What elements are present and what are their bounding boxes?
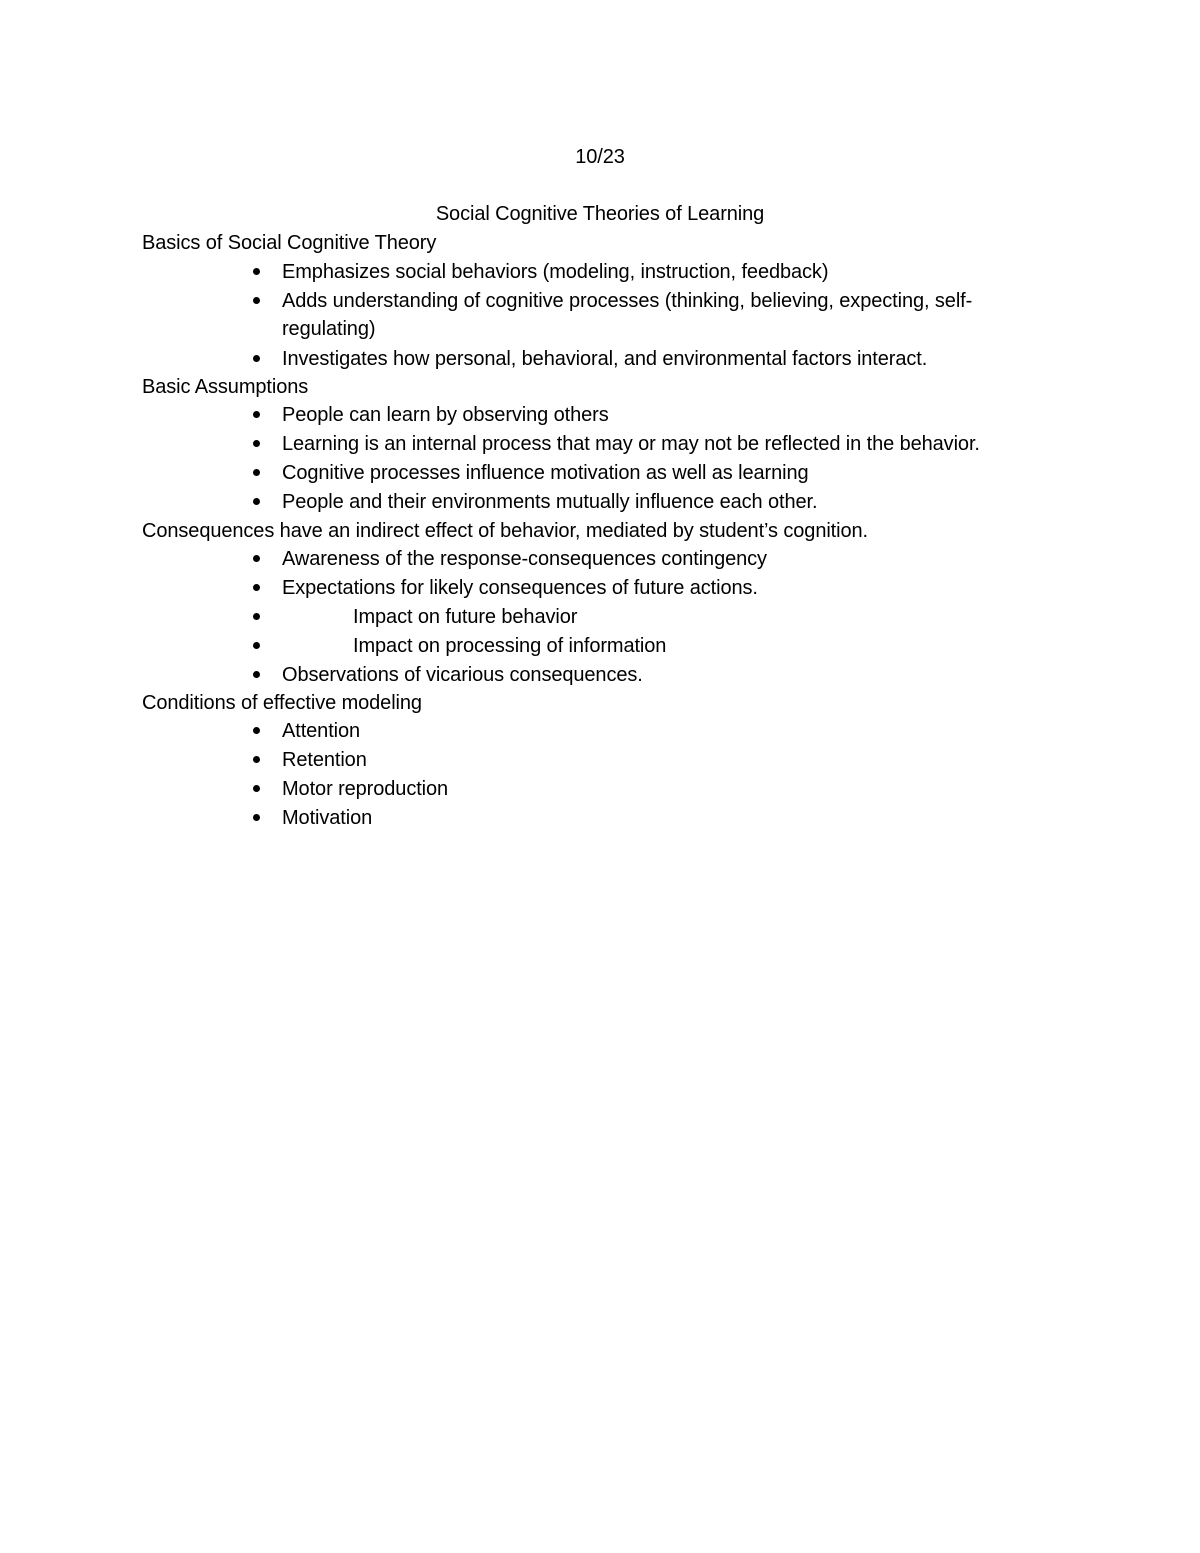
list-item: Cognitive processes influence motivation as well as learning [282,462,809,484]
list-item: Attention [282,720,361,742]
bullet-icon [253,785,260,792]
list-item: Learning is an internal process that may or may not be reflected in the behavior. [282,433,980,455]
section-heading: Consequences have an indirect effect of behavior, mediated by student’s cognition. [142,520,868,542]
section-heading: Basic Assumptions [142,376,309,398]
bullet-icon [253,727,260,734]
list-item: Impact on future behavior [353,606,578,628]
page-date: 10/23 [575,146,625,168]
list-item: Investigates how personal, behavioral, and environmental factors interact. [282,348,928,370]
list-item: People can learn by observing others [282,404,609,426]
list-item: Emphasizes social behaviors (modeling, instruction, feedback) [282,261,829,283]
section-heading: Conditions of effective modeling [142,692,422,714]
bullet-icon [253,411,260,418]
bullet-icon [253,642,260,649]
section-heading: Basics of Social Cognitive Theory [142,232,437,254]
bullet-icon [253,355,260,362]
list-item: People and their environments mutually influence each other. [282,491,818,513]
list-item: Awareness of the response-consequences contingency [282,548,767,570]
list-item: Motivation [282,807,373,829]
list-item: Motor reproduction [282,778,449,800]
bullet-icon [253,584,260,591]
bullet-icon [253,268,260,275]
bullet-icon [253,498,260,505]
list-item: Observations of vicarious consequences. [282,664,643,686]
list-item: Adds understanding of cognitive processes (thinking, believing, expecting, self- [282,290,973,312]
list-item: Impact on processing of information [353,635,667,657]
bullet-icon [253,440,260,447]
page-title: Social Cognitive Theories of Learning [435,203,765,225]
bullet-icon [253,613,260,620]
bullet-icon [253,814,260,821]
list-item: Retention [282,749,367,771]
list-item: Expectations for likely consequences of future actions. [282,577,758,599]
bullet-icon [253,671,260,678]
bullet-icon [253,756,260,763]
list-item-continuation: regulating) [282,318,376,340]
bullet-icon [253,297,260,304]
bullet-icon [253,555,260,562]
bullet-icon [253,469,260,476]
